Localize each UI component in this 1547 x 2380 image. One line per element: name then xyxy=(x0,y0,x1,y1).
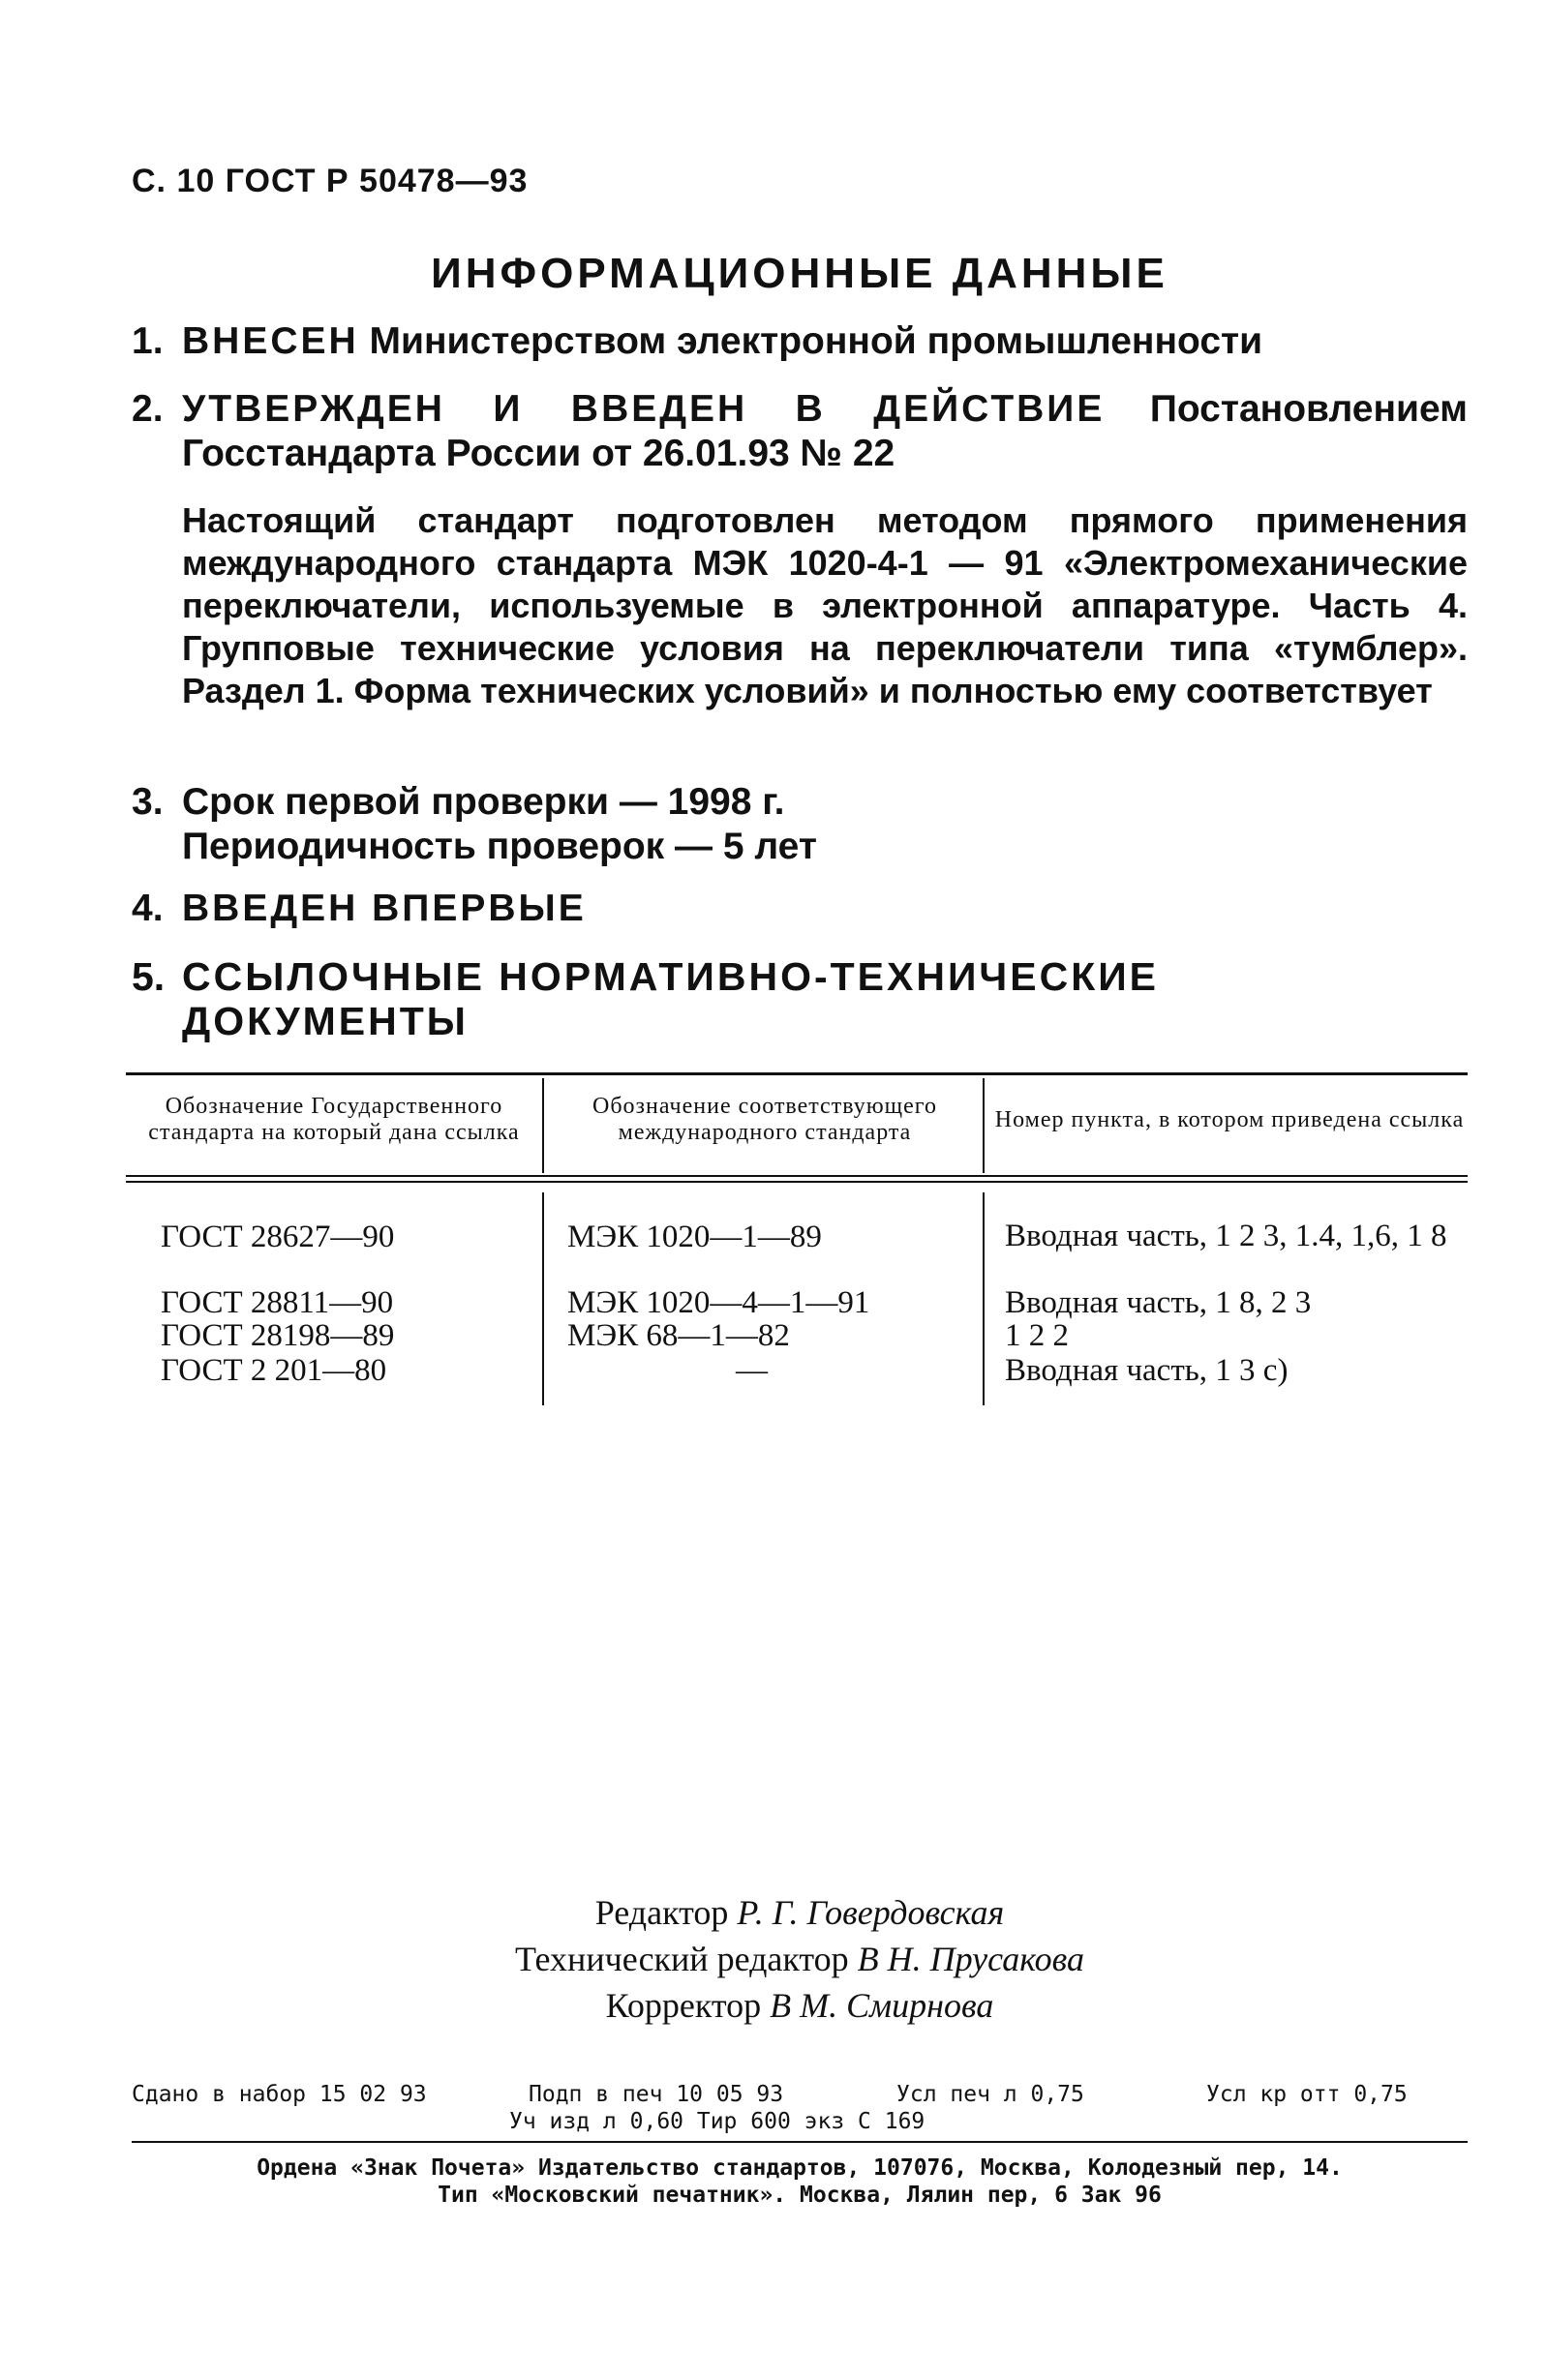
imprint-rule xyxy=(132,2141,1468,2143)
publisher-line: Ордена «Знак Почета» Издательство стандартов, 107076, Москва, Колодезный пер, 14. xyxy=(257,2155,1343,2181)
table-cell-clause: 1 2 2 xyxy=(1005,1318,1069,1353)
imprint-typeset: Сдано в набор 15 02 93 xyxy=(132,2082,427,2107)
running-head: С. 10 ГОСТ Р 50478—93 xyxy=(132,163,529,199)
column-header-gost: Обозначение Государственного стандарта на который дана ссылка xyxy=(148,1094,520,1145)
imprint-color-prints: Усл кр отт 0,75 xyxy=(1206,2082,1408,2107)
editor-name: Р. Г. Говердовская xyxy=(737,1893,1005,1932)
column-divider xyxy=(983,1192,985,1405)
table-cell-gost: ГОСТ 28811—90 xyxy=(161,1285,394,1320)
column-header-clause: Номер пункта, в котором приведена ссылка xyxy=(994,1107,1465,1132)
info-title: ИНФОРМАЦИОННЫЕ ДАННЫЕ xyxy=(431,250,1168,297)
editor-line xyxy=(132,1889,1468,1936)
editor-label: Редактор xyxy=(594,1893,729,1932)
table-header-rule xyxy=(126,1175,1468,1177)
item-number: 2. xyxy=(132,388,164,430)
item-number: 3. xyxy=(132,781,164,823)
table-cell-clause: Вводная часть, 1 8, 2 3 xyxy=(1005,1285,1312,1320)
imprint-signed: Подп в печ 10 05 93 xyxy=(529,2082,784,2107)
table-cell-gost: ГОСТ 28198—89 xyxy=(161,1318,395,1353)
printer-line: Тип «Московский печатник». Москва, Лялин пер, 6 Зак 96 xyxy=(438,2183,1162,2208)
item-text: Министерством электронной промышленности xyxy=(369,320,1263,362)
info-item-1 xyxy=(132,319,1468,364)
credits-block xyxy=(132,1889,1468,2029)
info-item-5 xyxy=(132,954,1468,1043)
column-divider xyxy=(542,1192,544,1405)
item-lead: ССЫЛОЧНЫЕ НОРМАТИВНО-ТЕХНИЧЕСКИЕ ДОКУМЕНТЫ xyxy=(182,954,1160,1043)
info-item-2 xyxy=(132,387,1468,476)
item-line-2: Периодичность проверок — 5 лет xyxy=(182,826,817,867)
imprint-print-sheets: Усл печ л 0,75 xyxy=(896,2082,1084,2107)
imprint-run: Уч изд л 0,60 Тир 600 экз С 169 xyxy=(509,2109,925,2134)
info-item-3 xyxy=(132,780,1468,869)
header-divider xyxy=(983,1078,985,1173)
item-text: Постановлением Госстандарта России от 26.01.93 № 22 xyxy=(182,388,1468,474)
info-item-4 xyxy=(132,887,1468,931)
corrector-name: В М. Смирнова xyxy=(770,1986,994,2025)
table-cell-iec: МЭК 68—1—82 xyxy=(567,1318,790,1353)
table-cell-clause: Вводная часть, 1 2 3, 1.4, 1,6, 1 8 xyxy=(1005,1219,1447,1253)
item-number: 5. xyxy=(132,954,166,999)
table-cell-gost: ГОСТ 28627—90 xyxy=(161,1220,395,1254)
standard-note-paragraph: Настоящий стандарт подготовлен методом прямого применения международного стандарта МЭК 1020-4-1 — 91 «Электромеханические переключатели, используемые в электронной аппаратуре. Часть 4. Групповые технические условия на переключатели типа «тумблер». Раздел 1. Форма технических условий» и полностью ему соответствует xyxy=(182,500,1468,710)
table-cell-iec: — xyxy=(736,1353,768,1388)
column-header-iec: Обозначение соответствующего международного стандарта xyxy=(592,1094,938,1145)
corrector-line xyxy=(132,1982,1468,2029)
tech-editor-line xyxy=(132,1936,1468,1982)
table-top-rule xyxy=(126,1072,1468,1075)
table-cell-gost: ГОСТ 2 201—80 xyxy=(161,1353,387,1388)
table-header-rule-2 xyxy=(126,1181,1468,1183)
table-cell-iec: МЭК 1020—1—89 xyxy=(567,1220,822,1254)
header-divider xyxy=(542,1078,544,1173)
item-number: 1. xyxy=(132,320,164,362)
corrector-label: Корректор xyxy=(605,1986,762,2025)
item-lead: ВВЕДЕН ВПЕРВЫЕ xyxy=(182,888,587,929)
table-cell-iec: МЭК 1020—4—1—91 xyxy=(567,1285,870,1320)
item-lead: УТВЕРЖДЕН И ВВЕДЕН В ДЕЙСТВИЕ xyxy=(182,388,1106,430)
item-number: 4. xyxy=(132,888,164,929)
table-cell-clause: Вводная часть, 1 3 с) xyxy=(1005,1353,1289,1388)
item-lead: ВНЕСЕН xyxy=(182,320,359,362)
item-line-1: Срок первой проверки — 1998 г. xyxy=(182,781,785,823)
tech-editor-name: В Н. Прусакова xyxy=(857,1940,1085,1978)
tech-editor-label: Технический редактор xyxy=(514,1940,849,1978)
